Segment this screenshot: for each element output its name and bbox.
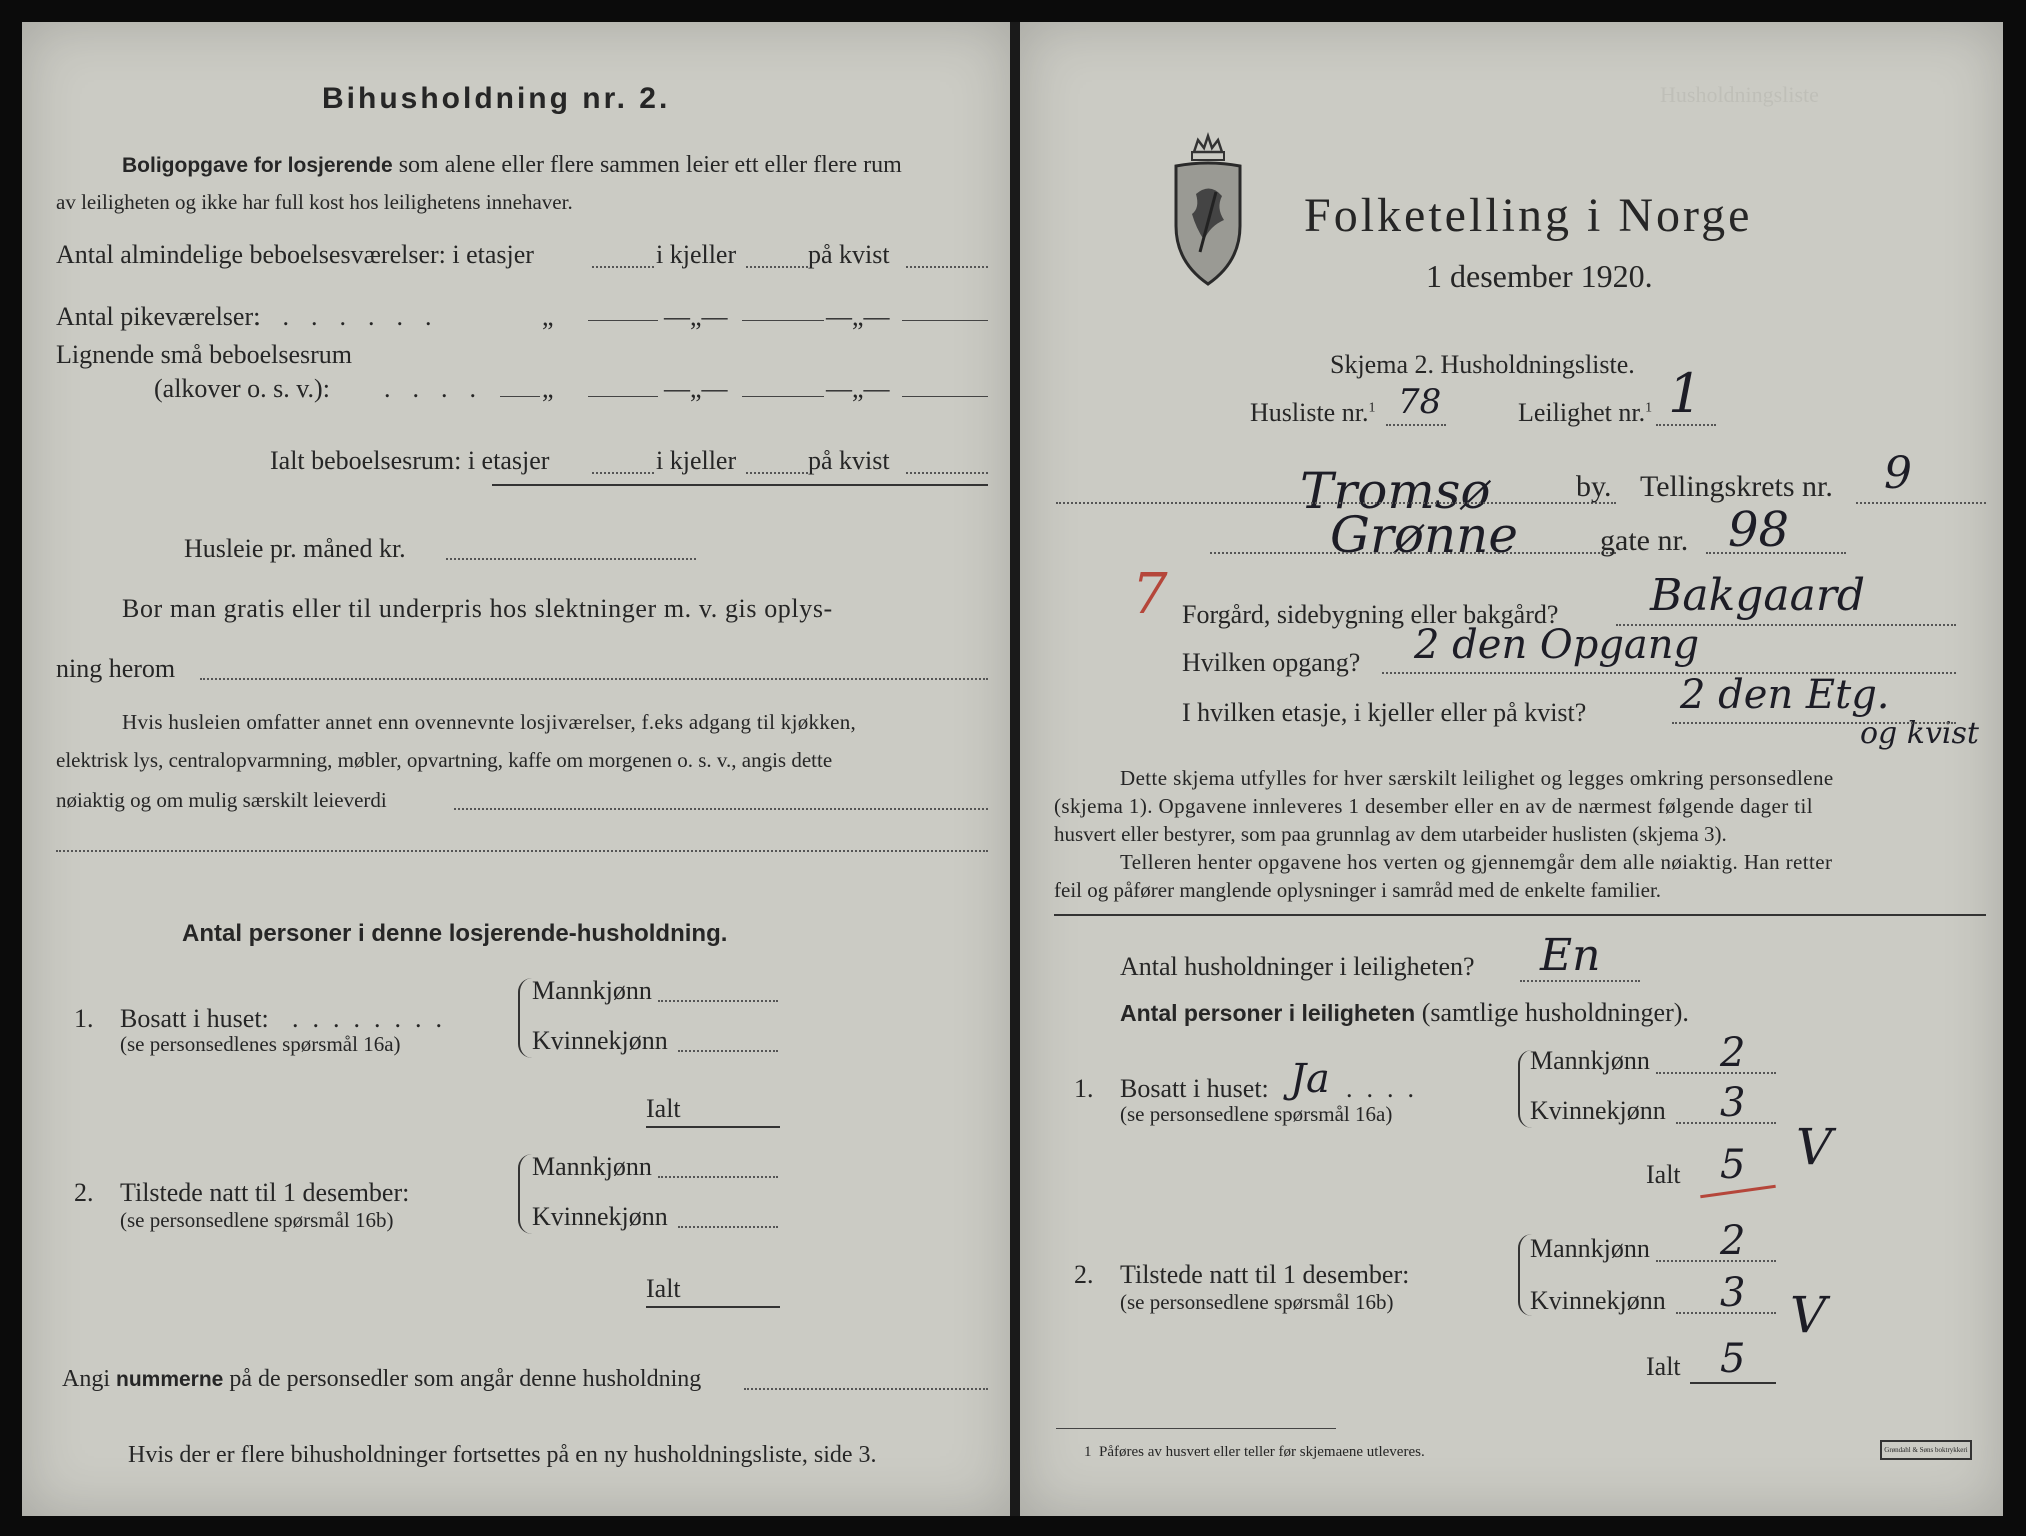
bor-line-1: Bor man gratis eller til underpris hos slektninger m. v. gis oplys- — [122, 594, 833, 623]
pike-label: Antal pikeværelser: — [56, 302, 261, 331]
pike-ditto-3: —„— — [826, 302, 890, 331]
right-q2-ialt-value[interactable]: 5 — [1720, 1336, 1746, 1382]
margin-mark: 7 — [1132, 562, 1168, 627]
city-field — [1056, 502, 1616, 504]
left-q2-mann-label: Mannkjønn — [532, 1152, 652, 1181]
left-q2-brace — [518, 1154, 532, 1234]
pike-etasjer-field[interactable] — [588, 320, 658, 321]
ialt-rum-etasjer-field[interactable] — [592, 472, 654, 474]
coat-of-arms-icon — [1170, 122, 1246, 292]
footnote-mark: 1 — [1084, 1444, 1092, 1460]
right-q2-sub: (se personsedlene spørsmål 16b) — [1120, 1290, 1394, 1314]
rooms-kvist-label: på kvist — [808, 240, 890, 269]
forgard-label: Forgård, sidebygning eller bakgård? — [1182, 600, 1559, 629]
instr-line-2: (skjema 1). Opgavene innleveres 1 desember eller en av de nærmest følgende dager til — [1054, 794, 1813, 818]
intro-bold: Boligopgave for losjerende — [122, 154, 393, 177]
instr-line-5: feil og påfører manglende oplysninger i samråd med de enkelte familier. — [1054, 878, 1662, 902]
rooms-label: Antal almindelige beboelsesværelser: i etasjer — [56, 240, 534, 269]
right-q2-mann-label: Mannkjønn — [1530, 1234, 1650, 1263]
leilighet-value[interactable]: 1 — [1668, 362, 1703, 425]
left-q2-ialt-label: Ialt — [646, 1274, 681, 1303]
husliste-field — [1386, 424, 1446, 426]
lignende-etasjer-field[interactable] — [588, 396, 658, 397]
right-q1-mann-label: Mannkjønn — [1530, 1046, 1650, 1075]
gate-label: gate nr. — [1600, 524, 1689, 557]
lignende-ditto-1: „ — [542, 374, 554, 403]
right-q2-mann-field — [1656, 1260, 1776, 1262]
husliste-footnote-mark: 1 — [1368, 400, 1376, 416]
right-q2-mann-value[interactable]: 2 — [1720, 1218, 1746, 1264]
lignende-kjeller-field[interactable] — [742, 396, 824, 397]
right-q1-label: Bosatt i huset: — [1120, 1074, 1269, 1103]
hvis-line-3: nøiaktig og om mulig særskilt leieverdi — [56, 788, 387, 812]
left-q1-mann-field[interactable] — [658, 1000, 778, 1002]
pike-ditto-1: „ — [542, 302, 554, 331]
left-q1-mann-label: Mannkjønn — [532, 976, 652, 1005]
lignende-pre-field — [500, 396, 540, 397]
husleie-label: Husleie pr. måned kr. — [184, 534, 406, 563]
rooms-kjeller-field[interactable] — [746, 266, 808, 268]
intro-line-1 — [122, 152, 902, 179]
right-q1-hw[interactable]: Ja — [1290, 1056, 1330, 1102]
husleie-field[interactable] — [446, 558, 696, 560]
hvis-line-1: Hvis husleien omfatter annet enn ovennevnte losjiværelser, f.eks adgang til kjøkken, — [122, 710, 857, 734]
leilighet-label — [1518, 398, 1652, 428]
angi-post: på de personsedler som angår denne husholdning — [229, 1366, 702, 1392]
right-q2-label: Tilstede natt til 1 desember: — [1120, 1260, 1410, 1289]
rooms-etasjer-field[interactable] — [592, 266, 654, 268]
instr-divider — [1054, 914, 1986, 916]
forgard-value[interactable]: Bakgaard — [1650, 570, 1866, 621]
right-q1-mann-field — [1656, 1072, 1776, 1074]
hvis-field-2[interactable] — [56, 850, 988, 852]
footnote-text: Påføres av husvert eller teller før skjemaene utleveres. — [1099, 1444, 1425, 1460]
bor-field[interactable] — [200, 678, 988, 680]
instr-line-3: husvert eller bestyrer, som paa grunnlag av dem utarbeider huslisten (skjema 3). — [1054, 822, 1727, 846]
ialt-rum-kvist-field[interactable] — [906, 472, 988, 474]
pike-leader: ....... — [254, 302, 454, 331]
antal-pers-rest: (samtlige husholdninger). — [1421, 998, 1689, 1027]
antal-hush-value[interactable]: En — [1540, 930, 1601, 981]
right-q1-check: V — [1796, 1118, 1833, 1176]
right-q1-kvinne-label: Kvinnekjønn — [1530, 1096, 1666, 1125]
hvis-field[interactable] — [454, 808, 988, 810]
hvis-line-2: elektrisk lys, centralopvarmning, møbler, opvartning, kaffe om morgenen o. s. v., angis dette — [56, 748, 833, 772]
right-q1-mann-value[interactable]: 2 — [1720, 1030, 1746, 1076]
folketelling-title: Folketelling i Norge — [1304, 189, 1753, 242]
lignende-label-2: (alkover o. s. v.): — [154, 374, 330, 403]
husliste-value[interactable]: 78 — [1398, 382, 1442, 422]
left-footer: Hvis der er flere bihusholdninger fortsettes på en ny husholdningsliste, side 3. — [128, 1442, 877, 1468]
ialt-rum-kjeller-label: i kjeller — [656, 446, 737, 475]
right-q2-kvinne-field — [1676, 1312, 1776, 1314]
angi-pre: Angi — [62, 1366, 110, 1392]
leilighet-field — [1656, 424, 1716, 426]
left-q2-sub: (se personsedlene spørsmål 16b) — [120, 1208, 394, 1232]
left-q1-ialt-field[interactable] — [646, 1126, 780, 1128]
intro-rest-1: som alene eller flere sammen leier ett eller flere rum — [398, 152, 902, 178]
right-q1-leader: .... — [1346, 1074, 1428, 1103]
angi-field[interactable] — [744, 1388, 988, 1390]
city-value[interactable]: Tromsø — [1300, 462, 1491, 520]
rooms-kjeller-label: i kjeller — [656, 240, 737, 269]
lignende-label-1: Lignende små beboelsesrum — [56, 340, 353, 369]
right-q1-ialt-label: Ialt — [1646, 1160, 1681, 1189]
right-page — [1020, 22, 2003, 1516]
lignende-ditto-3: —„— — [826, 374, 890, 403]
antal-hush-field — [1520, 980, 1640, 982]
leilighet-label-text: Leilighet nr. — [1518, 398, 1646, 427]
right-q1-kvinne-field — [1676, 1122, 1776, 1124]
antal-hush-label: Antal husholdninger i leiligheten? — [1120, 952, 1475, 981]
husliste-label-text: Husliste nr. — [1250, 398, 1369, 427]
right-q1-ialt-value[interactable]: 5 — [1720, 1142, 1746, 1188]
opgang-value[interactable]: 2 den Opgang — [1414, 622, 1700, 668]
ialt-rum-underline — [492, 484, 988, 486]
angi-bold: nummerne — [116, 1368, 224, 1391]
left-q1-ialt-label: Ialt — [646, 1094, 681, 1123]
right-q2-kvinne-value[interactable]: 3 — [1720, 1270, 1746, 1316]
antal-losj-heading: Antal personer i denne losjerende-husholdning. — [182, 920, 728, 947]
krets-value[interactable]: 9 — [1884, 448, 1912, 499]
husliste-label — [1250, 398, 1375, 428]
left-q2-num: 2. — [74, 1178, 94, 1207]
instr-line-1: Dette skjema utfylles for hver særskilt leilighet og legges omkring personsedlene — [1120, 766, 1834, 790]
left-q2-kvinne-label: Kvinnekjønn — [532, 1202, 668, 1231]
opgang-label: Hvilken opgang? — [1182, 648, 1361, 677]
krets-label: Tellingskrets nr. — [1640, 470, 1833, 503]
ialt-rum-kvist-label: på kvist — [808, 446, 890, 475]
gate-value[interactable]: 98 — [1728, 502, 1790, 558]
right-q2-ialt-field — [1690, 1382, 1776, 1384]
antal-pers-bold: Antal personer i leiligheten — [1120, 1000, 1416, 1026]
right-q2-num: 2. — [1074, 1260, 1094, 1289]
etasje-value[interactable]: 2 den Etg. — [1680, 672, 1890, 718]
etasje-value-2[interactable]: og kvist — [1860, 716, 1979, 751]
instr-line-4: Telleren henter opgavene hos verten og gjennemgår dem alle nøiaktig. Han retter — [1120, 850, 1833, 874]
bihusholdning-title: Bihusholdning nr. 2. — [322, 82, 671, 115]
pike-ditto-2: —„— — [664, 302, 728, 331]
antal-pers-line — [1120, 998, 1689, 1028]
census-date: 1 desember 1920. — [1426, 258, 1653, 294]
etasje-label: I hvilken etasje, i kjeller eller på kvist? — [1182, 698, 1587, 727]
printer-stamp: Grøndahl & Søns boktrykkeri — [1880, 1440, 1972, 1460]
etasje-field — [1672, 722, 1956, 724]
right-q2-kvinne-label: Kvinnekjønn — [1530, 1286, 1666, 1315]
street-value[interactable]: Grønne — [1330, 506, 1518, 564]
left-q1-sub: (se personsedlenes spørsmål 16a) — [120, 1032, 401, 1056]
lignende-ditto-2: —„— — [664, 374, 728, 403]
footnote-divider — [1056, 1428, 1336, 1429]
rooms-kvist-field[interactable] — [906, 266, 988, 268]
intro-line-2: av leiligheten og ikke har full kost hos leilighetens innehaver. — [56, 190, 573, 214]
pike-kvist-field[interactable] — [902, 320, 988, 321]
pike-kjeller-field[interactable] — [742, 320, 824, 321]
right-q2-ialt-label: Ialt — [1646, 1352, 1681, 1381]
ialt-rum-label: Ialt beboelsesrum: i etasjer — [270, 446, 550, 475]
left-q2-ialt-field[interactable] — [646, 1306, 780, 1308]
angi-line — [62, 1366, 701, 1393]
krets-field — [1856, 502, 1986, 504]
left-q2-kvinne-field[interactable] — [678, 1226, 778, 1228]
lignende-kvist-field[interactable] — [902, 396, 988, 397]
bleed-through-text: Husholdningsliste — [1660, 82, 1819, 107]
right-q2-check: V — [1790, 1286, 1827, 1344]
gate-field — [1706, 552, 1846, 554]
footnote — [1084, 1444, 1425, 1461]
skjema-label: Skjema 2. Husholdningsliste. — [1330, 350, 1635, 379]
right-q1-kvinne-value[interactable]: 3 — [1720, 1080, 1746, 1126]
lignende-leader: .... — [384, 374, 498, 403]
right-q1-sub: (se personsedlene spørsmål 16a) — [1120, 1102, 1393, 1126]
by-label: by. — [1576, 470, 1612, 503]
left-q1-num: 1. — [74, 1004, 94, 1033]
left-q1-kvinne-label: Kvinnekjønn — [532, 1026, 668, 1055]
left-q2-label: Tilstede natt til 1 desember: — [120, 1178, 410, 1207]
ialt-rum-kjeller-field[interactable] — [746, 472, 808, 474]
street-field — [1210, 552, 1616, 554]
left-page — [22, 22, 1012, 1516]
left-q1-label: Bosatt i huset: — [120, 1004, 269, 1033]
left-q1-brace — [518, 978, 532, 1058]
bor-line-2: ning herom — [56, 654, 176, 683]
left-q1-leader: ........ — [292, 1004, 456, 1033]
left-q2-mann-field[interactable] — [658, 1176, 778, 1178]
left-q1-kvinne-field[interactable] — [678, 1050, 778, 1052]
right-q1-num: 1. — [1074, 1074, 1094, 1103]
leilighet-footnote-mark: 1 — [1645, 400, 1653, 416]
